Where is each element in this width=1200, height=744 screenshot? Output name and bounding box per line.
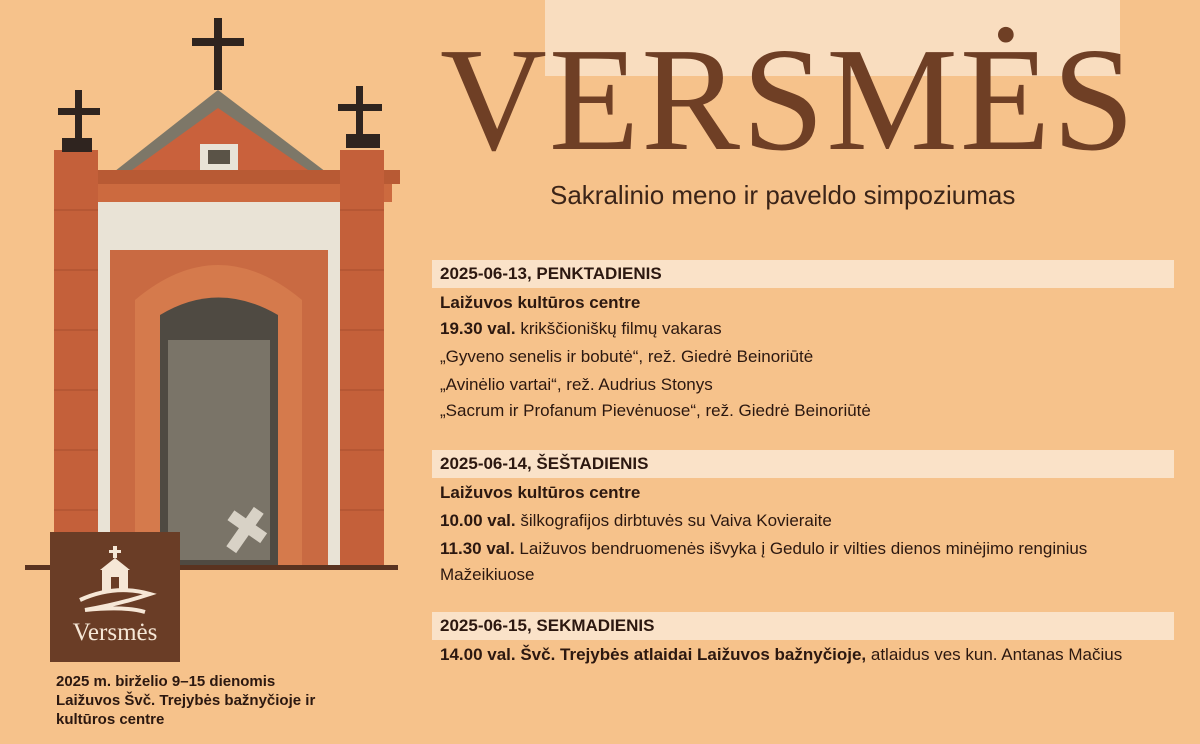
logo-text: Versmės [72,619,158,646]
day-2-item-3: Mažeikiuose [440,565,535,584]
day-1-venue: Laižuvos kultūros centre [440,293,641,312]
info-place-1: Laižuvos Švč. Trejybės bažnyčioje ir [56,692,316,709]
day-1-item-2: „Gyveno senelis ir bobutė“, rež. Giedrė Beinoriūtė [440,347,814,366]
day-label-2: 2025-06-14, ŠEŠTADIENIS [440,454,649,473]
info-dates: 2025 m. birželio 9–15 dienomis [56,673,276,690]
page-subtitle: Sakralinio meno ir paveldo simpoziumas [550,180,1016,210]
chapel-illustration [40,10,400,570]
day-2-venue: Laižuvos kultūros centre [440,483,641,502]
page-title: VERSMĖS [440,18,1137,182]
day-1-item-4: „Sacrum ir Profanum Pievėnuose“, rež. Giedrė Beinoriūtė [440,401,871,420]
day-label-1: 2025-06-13, PENKTADIENIS [440,264,662,283]
versmes-logo [50,532,180,662]
day-1-item-1: 19.30 val. krikščioniškų filmų vakaras [440,319,722,338]
day-2-item-2: 11.30 val. Laižuvos bendruomenės išvyka į Gedulo ir vilties dienos minėjimo renginius [440,539,1088,558]
info-place-2: kultūros centre [56,711,165,728]
chapel-logo-icon [50,532,180,622]
day-2-item-1: 10.00 val. šilkografijos dirbtuvės su Vaiva Kovieraite [440,511,832,530]
day-1-item-3: „Avinėlio vartai“, rež. Audrius Stonys [440,375,713,394]
day-label-3: 2025-06-15, SEKMADIENIS [440,616,655,635]
event-info [56,672,315,729]
day-3-item-1: 14.00 val. Švč. Trejybės atlaidai Laižuvos bažnyčioje, atlaidus ves kun. Antanas Mačius [440,645,1123,664]
